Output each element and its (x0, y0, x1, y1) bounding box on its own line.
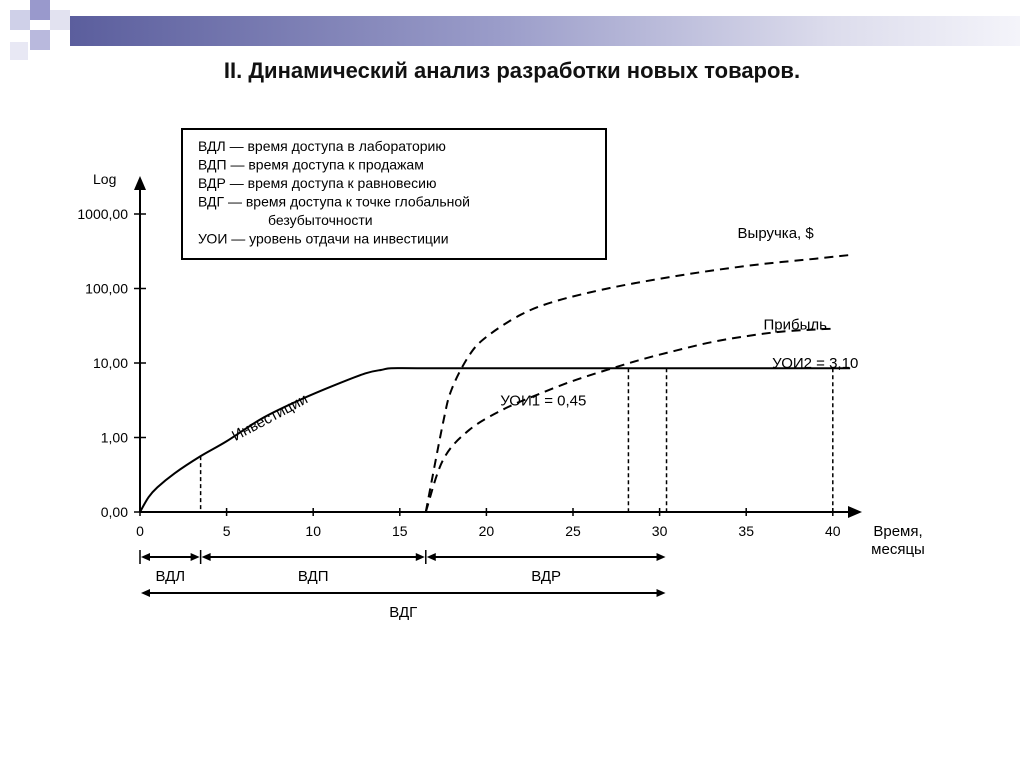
annotations (500, 355, 858, 409)
interval-arrowhead (427, 553, 436, 561)
interval-arrowhead (416, 553, 425, 561)
slide-title: II. Динамический анализ разработки новых товаров. (223, 58, 801, 83)
series-line-0 (140, 368, 850, 512)
interval-label: ВДП (297, 568, 329, 585)
legend-entry: ВДГ — время доступа к точке глобальной (198, 193, 470, 210)
series-label: Прибыль (763, 316, 827, 334)
legend (198, 138, 470, 247)
legend-entry: безубыточности (268, 212, 373, 228)
legend-entry: ВДП — время доступа к продажам (198, 156, 424, 173)
legend-entry: УОИ — уровень отдачи на инвестиции (198, 230, 449, 247)
legend-entry: ВДР — время доступа к равновесию (198, 175, 437, 191)
x-tick-label: 0 (136, 523, 144, 539)
x-tick-label: 15 (392, 523, 408, 539)
y-axis-arrow (134, 176, 146, 190)
x-tick-label: 5 (222, 523, 231, 539)
x-axis-label-line: месяцы (871, 541, 925, 558)
series-label: Инвестиции (229, 390, 311, 445)
interval-arrowhead (657, 589, 666, 597)
interval-arrowhead (202, 553, 211, 561)
x-tick-label: 30 (651, 523, 668, 539)
y-tick-label: 10,00 (92, 355, 128, 371)
y-tick-label: 1000,00 (77, 206, 128, 222)
x-tick-label: 20 (478, 523, 495, 539)
annotation-label: УОИ1 = 0,45 (500, 392, 587, 410)
marker-lines (201, 368, 833, 512)
interval-arrowhead (191, 553, 200, 561)
x-tick-label: 35 (738, 523, 754, 539)
y-ticks (77, 206, 146, 520)
intervals (140, 550, 666, 621)
x-axis-label-line: Время, (873, 523, 923, 540)
interval-label: ВДГ (389, 604, 418, 621)
interval-arrowhead (141, 589, 150, 597)
series-label: Выручка, $ (737, 224, 814, 242)
interval-label: ВДЛ (155, 568, 186, 585)
x-axis-label (871, 523, 925, 558)
x-tick-label: 40 (825, 523, 841, 539)
y-tick-label: 1,00 (100, 429, 128, 446)
x-tick-label: 10 (305, 523, 321, 539)
x-tick-label: 25 (565, 523, 581, 539)
interval-arrowhead (657, 553, 666, 561)
interval-arrowhead (141, 553, 150, 561)
series-line-1 (426, 255, 850, 512)
y-tick-label: 0,00 (100, 504, 128, 520)
y-tick-label: 100,00 (85, 280, 128, 297)
legend-entry: ВДЛ — время доступа в лабораторию (198, 138, 446, 154)
x-axis-arrow (848, 506, 862, 518)
y-axis-label: Log (93, 171, 117, 187)
series (140, 225, 850, 512)
annotation-label: УОИ2 = 3,10 (772, 355, 859, 373)
interval-label: ВДР (531, 568, 562, 585)
